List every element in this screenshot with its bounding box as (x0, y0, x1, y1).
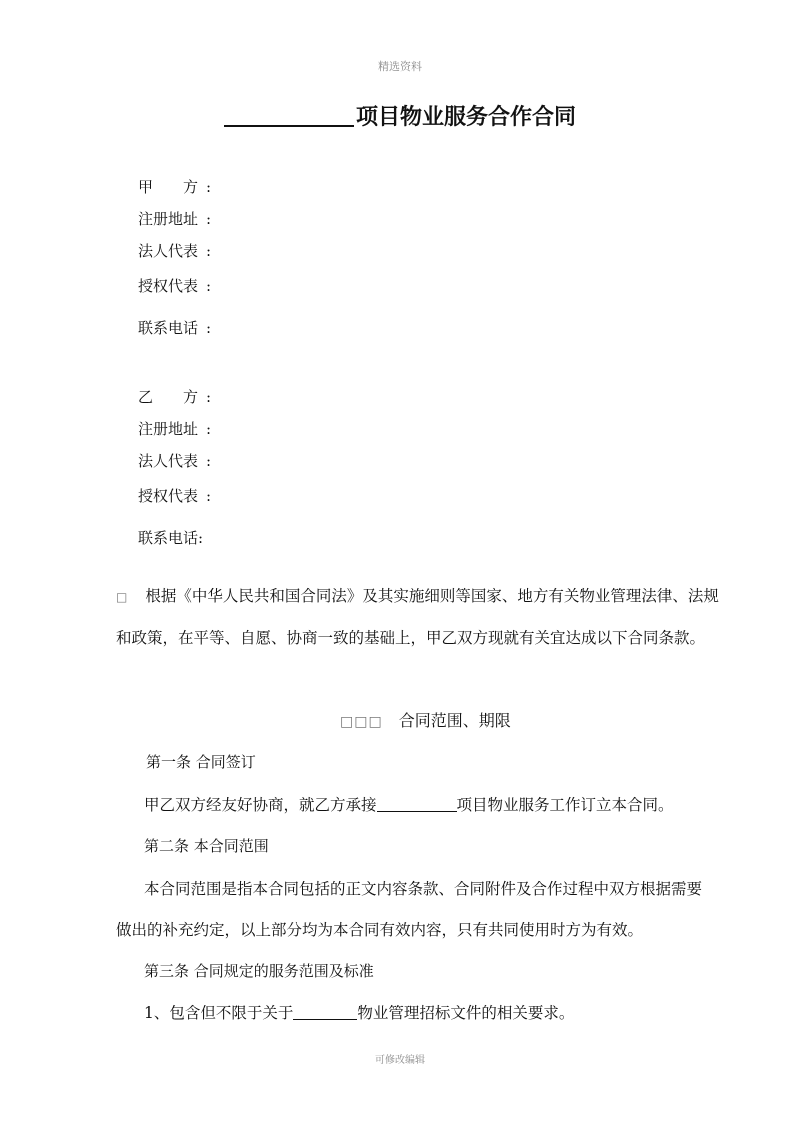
contract-title (0, 100, 800, 131)
party-a-phone-label: 联系电话 (138, 319, 199, 337)
party-a-legal-rep-row (138, 240, 211, 261)
page-header: 精选资料 (378, 60, 422, 73)
party-b-legal-rep-label: 法人代表 (138, 452, 199, 470)
party-b-reg-addr-row (138, 418, 211, 439)
article-3-item-1-before: 1、包含但不限于关于 (144, 1004, 294, 1022)
chapter-title: 合同范围、期限 (398, 711, 511, 730)
party-b-auth-rep-row (138, 485, 211, 506)
article-3-heading: 第三条 合同规定的服务范围及标准 (144, 962, 374, 980)
party-a-reg-addr-row (138, 208, 211, 229)
party-b-label-1: 乙 (138, 388, 154, 406)
article-1-text (144, 793, 674, 815)
article-3-item-1-after: 物业管理招标文件的相关要求。 (357, 1004, 575, 1022)
article-2-heading: 第二条 本合同范围 (144, 837, 269, 855)
party-a-legal-rep-label: 法人代表 (138, 242, 199, 260)
article-3-blank (293, 1003, 357, 1020)
party-a-label-1: 甲 (138, 178, 154, 196)
preamble-line-1 (116, 584, 719, 606)
party-a-auth-rep-row (138, 275, 211, 296)
colon: : (206, 242, 212, 260)
article-2-line-2: 做出的补充约定，以上部分均为本合同有效内容，只有共同使用时方为有效。 (116, 921, 644, 939)
chapter-heading (340, 708, 511, 731)
party-b-label-2: 方 (183, 388, 199, 406)
article-3-item-1 (144, 1001, 574, 1023)
chapter-marks: □□□ (340, 714, 383, 730)
party-a-name-row (138, 176, 211, 197)
party-a-auth-rep-label: 授权代表 (138, 277, 199, 295)
party-b-phone-row (138, 527, 203, 548)
colon: : (206, 452, 212, 470)
colon: : (206, 210, 212, 228)
party-b-name-row (138, 386, 211, 407)
colon: : (206, 487, 212, 505)
party-b-legal-rep-row (138, 450, 211, 471)
article-1-text-before: 甲乙双方经友好协商，就乙方承接 (144, 796, 377, 814)
party-a-reg-addr-label: 注册地址 (138, 210, 199, 228)
page-footer: 可修改编辑 (375, 1055, 425, 1066)
title-blank-line (224, 103, 354, 127)
colon: : (206, 420, 212, 438)
preamble-text-1: 根据《中华人民共和国合同法》及其实施细则等国家、地方有关物业管理法律、法规 (145, 587, 719, 605)
colon: : (206, 277, 212, 295)
colon: : (206, 319, 212, 337)
article-1-blank (377, 795, 457, 812)
party-b-reg-addr-label: 注册地址 (138, 420, 199, 438)
article-2-line-1: 本合同范围是指本合同包括的正文内容条款、合同附件及合作过程中双方根据需要 (144, 880, 703, 898)
title-text: 项目物业服务合作合同 (355, 105, 576, 130)
article-1-text-after: 项目物业服务工作订立本合同。 (456, 796, 674, 814)
party-b-auth-rep-label: 授权代表 (138, 487, 199, 505)
party-a-label-2: 方 (183, 178, 199, 196)
party-a-phone-row (138, 317, 211, 338)
party-b-phone-label: 联系电话: (138, 529, 204, 547)
colon: : (206, 178, 212, 196)
colon: : (206, 388, 212, 406)
preamble-line-2: 和政策，在平等、自愿、协商一致的基础上，甲乙双方现就有关宜达成以下合同条款。 (116, 629, 706, 647)
checkbox-glyph: □ (116, 590, 128, 604)
article-1-heading: 第一条 合同签订 (146, 753, 256, 771)
